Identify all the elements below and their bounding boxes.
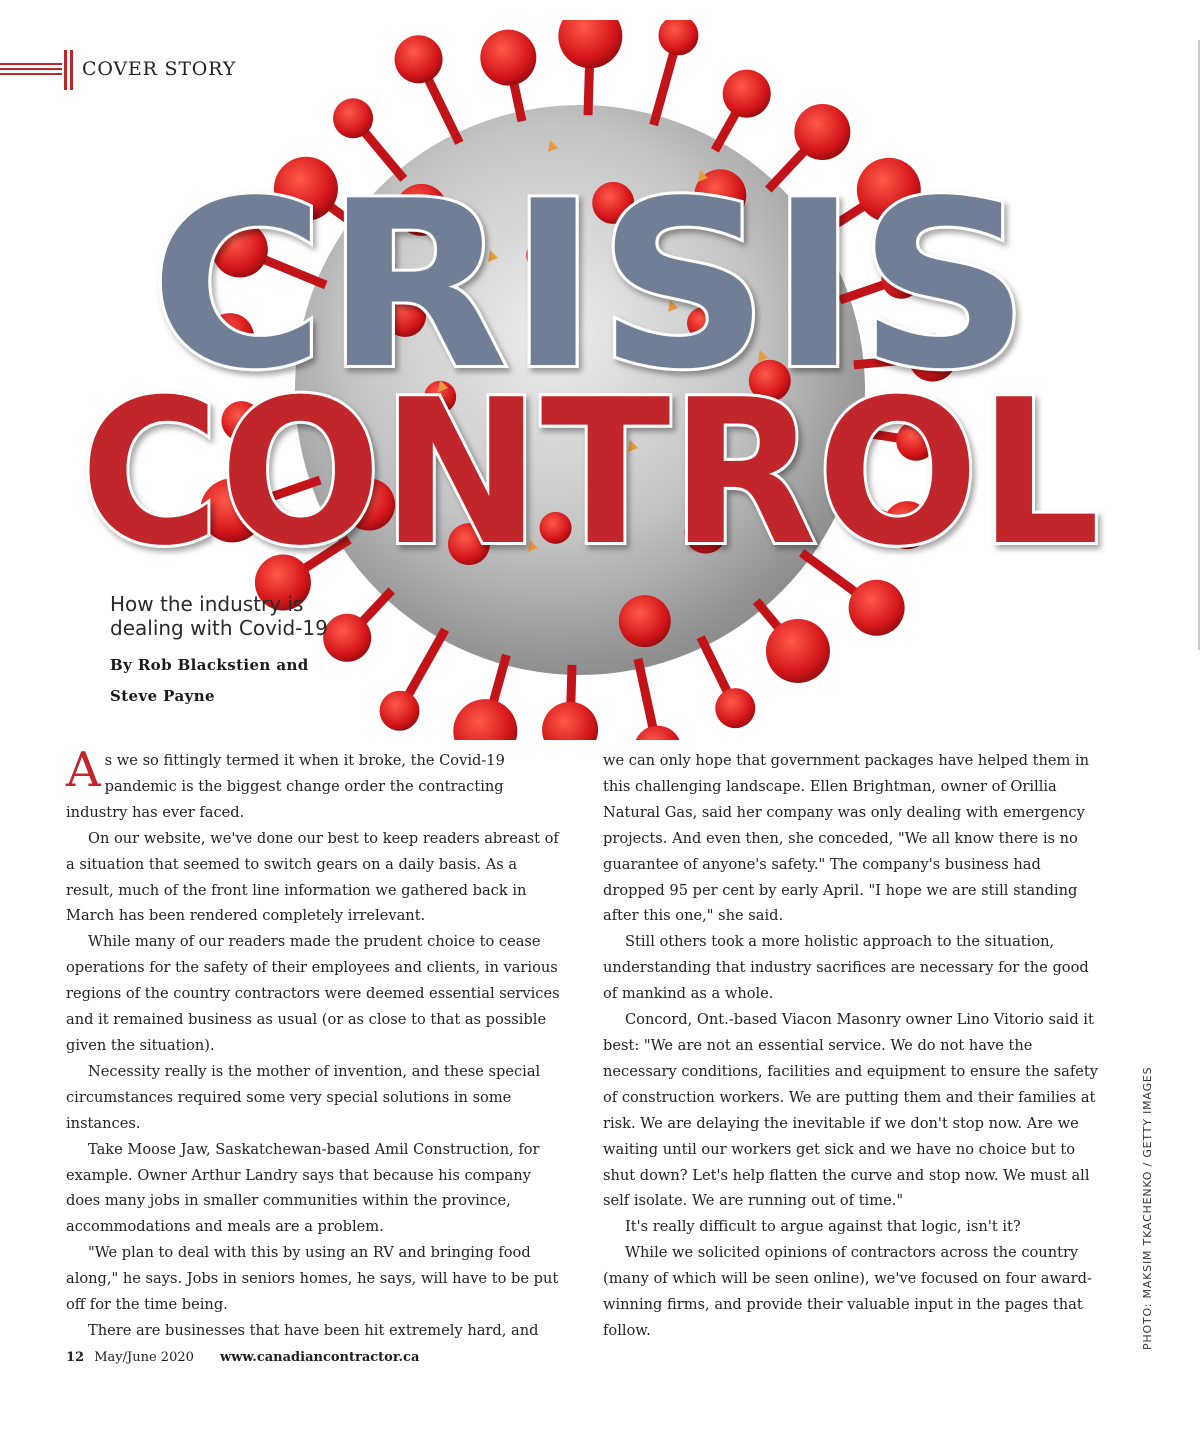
page-footer	[66, 1350, 419, 1365]
article-paragraph: It's really difficult to argue against that logic, isn't it?	[625, 1218, 1021, 1236]
article-paragraph: There are businesses that have been hit extremely hard, and	[88, 1321, 539, 1339]
article-paragraph: Take Moose Jaw, Saskatchewan-based Amil Construction, for example. Owner Arthur Landry says that because his company does many jobs in smaller communities within the province, accommodations and meals are a problem.	[66, 1140, 540, 1236]
spike-head	[766, 619, 830, 683]
spike-head	[723, 70, 771, 118]
page-number: 12	[66, 1350, 85, 1365]
spike-head	[333, 98, 373, 138]
article-paragraph: we can only hope that government packages have helped them in this challenging landscape. Ellen Brightman, owner of Orillia Natural Gas, said her company was only dealing with emergency projects. And even then, she conceded, "We all know there is no guarantee of anyone's safety." The company's business had dropped 95 per cent by early April. "I hope we are still standing after this one," she said.	[603, 752, 1090, 925]
spike-head	[380, 691, 420, 731]
headline	[0, 150, 1200, 600]
spike-head	[619, 595, 671, 647]
paragraph-text: s we so fittingly termed it when it broke, the Covid-19 pandemic is the biggest change order the contracting industry has ever faced.	[66, 752, 505, 821]
issue-date: May/June 2020	[94, 1350, 194, 1365]
byline-line-2: Steve Payne	[110, 687, 215, 705]
photo-credit: PHOTO: MAKSIM TKACHENKO / GETTY IMAGES	[1141, 1066, 1154, 1350]
headline-control: CONTROL	[80, 357, 1100, 590]
spike-head	[558, 20, 622, 68]
article-paragraph: While we solicited opinions of contractors across the country (many of which will be seen online), we've focused on four award-winning firms, and provide their valuable input in the pages that follow.	[603, 1244, 1092, 1339]
byline	[110, 650, 370, 712]
headline-crisis: CRISIS	[150, 153, 1030, 420]
article-paragraph: Concord, Ont.-based Viacon Masonry owner Lino Vitorio said it best: "We are not an essential service. We do not have the necessary conditions, facilities and equipment to ensure the safety of construction workers. We are putting them and their families at risk. We are delaying the inevitable if we don't stop now. Are we waiting until our workers get sick and we have no choice but to shut down? Let's help flatten the curve and stop now. We must all self isolate. We are running out of time."	[603, 1011, 1098, 1210]
section-label: COVER STORY	[82, 58, 237, 80]
article-column-right	[603, 748, 1101, 1344]
deck-line-1: How the industry is	[110, 592, 304, 616]
article-column-left	[66, 742, 566, 1344]
spike-head	[658, 20, 698, 55]
byline-line-1: By Rob Blackstien and	[110, 656, 309, 674]
drop-cap: A	[66, 742, 101, 798]
deck-line-2: dealing with Covid-19	[110, 616, 328, 640]
deck	[110, 592, 410, 640]
article-paragraph: Still others took a more holistic approach to the situation, understanding that industry sacrifices are necessary for the good of mankind as a whole.	[603, 933, 1089, 1003]
article-paragraph: "We plan to deal with this by using an RV and bringing food along," he says. Jobs in seniors homes, he says, will have to be put off for the time being.	[66, 1244, 559, 1314]
article-paragraph: While many of our readers made the prudent choice to cease operations for the safety of their employees and clients, in various regions of the country contractors were deemed essential services and it remained business as usual (or as close to that as possible given the situation).	[66, 933, 560, 1054]
spike-head	[715, 688, 755, 728]
spike-head	[542, 702, 598, 740]
spike-head	[634, 726, 682, 740]
article-paragraph: Necessity really is the mother of invention, and these special circumstances required some very special solutions in some instances.	[66, 1062, 541, 1132]
website-url: www.canadiancontractor.ca	[220, 1350, 420, 1365]
article-paragraph	[66, 742, 566, 826]
section-rule-lines	[0, 63, 62, 77]
section-bars	[64, 50, 76, 90]
spike-head	[480, 30, 536, 86]
spike-head	[395, 35, 443, 83]
spike-head	[453, 699, 517, 740]
article-paragraph: On our website, we've done our best to keep readers abreast of a situation that seemed to switch gears on a daily basis. As a result, much of the front line information we gathered back in March has been rendered completely irrelevant.	[66, 829, 559, 925]
